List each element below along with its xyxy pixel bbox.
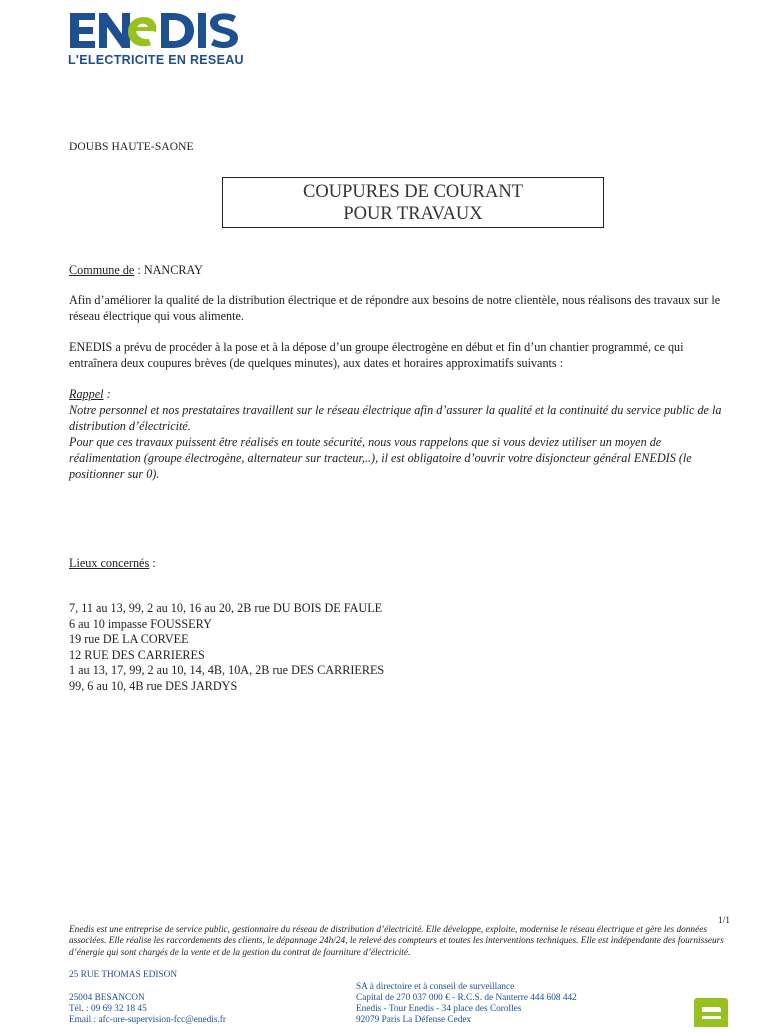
locations-heading [69,555,734,571]
list-item: 1 au 13, 17, 99, 2 au 10, 14, 4B, 10A, 2B rue DES CARRIERES [69,663,385,677]
footer-company-line-3: Enedis - Tour Enedis - 34 place des Corolles [356,1004,522,1014]
rappel-block [69,386,734,482]
rappel-text-1: Notre personnel et nos prestataires travaillent sur le réseau électrique afin d’assurer la qualité et la continuité du service public de la distribution d’électricité. [69,403,722,433]
title-line-1: COUPURES DE COURANT [303,182,523,202]
footer-company-line-4: 92079 Paris La Défense Cedex [356,1015,472,1025]
footer-phone: Tél. : 09 69 32 18 45 [69,1004,147,1014]
address-list [69,601,384,694]
region-label: DOUBS HAUTE-SAONE [69,141,194,153]
list-item: 6 au 10 impasse FOUSSERY [69,616,212,631]
planned-work-paragraph: ENEDIS a prévu de procéder à la pose et à la dépose d’un groupe électrogène en début et fin d’un chantier programmé, ce qui entraînera deux coupures brèves (de quelques minutes), aux dates et horaires approximatifs suivants : [69,340,684,370]
commune-line [69,262,734,278]
rappel-text-2: Pour que ces travaux puissent être réalisés en toute sécurité, nous vous rappelons que si vous deviez utiliser un moyen de réalimentation (groupe électrogène, alternateur sur tracteur,..), il est obligatoire d’ouvrir votre disjoncteur général ENEDIS (le positionner sur 0). [69,435,692,481]
locations-label: Lieux concernés [69,556,150,570]
intro-paragraph: Afin d’améliorer la qualité de la distribution électrique et de répondre aux besoins de notre clientèle, nous réalisons des travaux sur le réseau électrique qui vous alimente. [69,293,721,323]
enedis-small-logo-icon [692,996,730,1027]
logo-tagline: L'ELECTRICITE EN RESEAU [68,53,244,67]
list-item: 7, 11 au 13, 99, 2 au 10, 16 au 20, 2B rue DU BOIS DE FAULE [69,601,383,615]
footer-email-line [69,1015,226,1027]
footer-address-line-1: 25 RUE THOMAS EDISON [69,970,178,980]
enedis-logo [68,10,243,70]
enedis-wordmark [68,10,243,50]
page-number: 1/1 [717,916,730,926]
notice-title-box [222,177,604,228]
list-item: 19 rue DE LA CORVEE [69,632,189,646]
list-item: 99, 6 au 10, 4B rue DES JARDYS [69,678,238,693]
footer-email-label: Email : [69,1015,99,1025]
commune-value: : NANCRAY [134,263,203,277]
footer-address-line-2: 25004 BESANCON [69,993,145,1003]
rappel-label: Rappel [69,387,104,401]
footer-company-line-2: Capital de 270 037 000 € - R.C.S. de Nanterre 444 608 442 [356,993,577,1003]
title-line-2: POUR TRAVAUX [343,204,483,224]
locations-suffix: : [149,556,156,570]
list-item: 12 RUE DES CARRIERES [69,647,205,662]
footer-email-link[interactable]: afc-ure-supervision-fcc@enedis.fr [98,1015,226,1025]
rappel-suffix: : [103,387,111,401]
footer-company-line-1: SA à directoire et à conseil de surveillance [356,982,515,992]
footer-legal-note: Enedis est une entreprise de service public, gestionnaire du réseau de distribution d’électricité. Elle développe, exploite, modernise le réseau électrique et gère les données associées. Elle réalise les raccordements des clients, le dépannage 24h/24, le relevé des compteurs et toutes les interventions techniques. Elle est indépendante des fournisseurs d’énergie qui sont chargés de la vente et de la gestion du contrat de fourniture d’électricité. [69,925,724,958]
commune-label: Commune de [69,263,135,277]
